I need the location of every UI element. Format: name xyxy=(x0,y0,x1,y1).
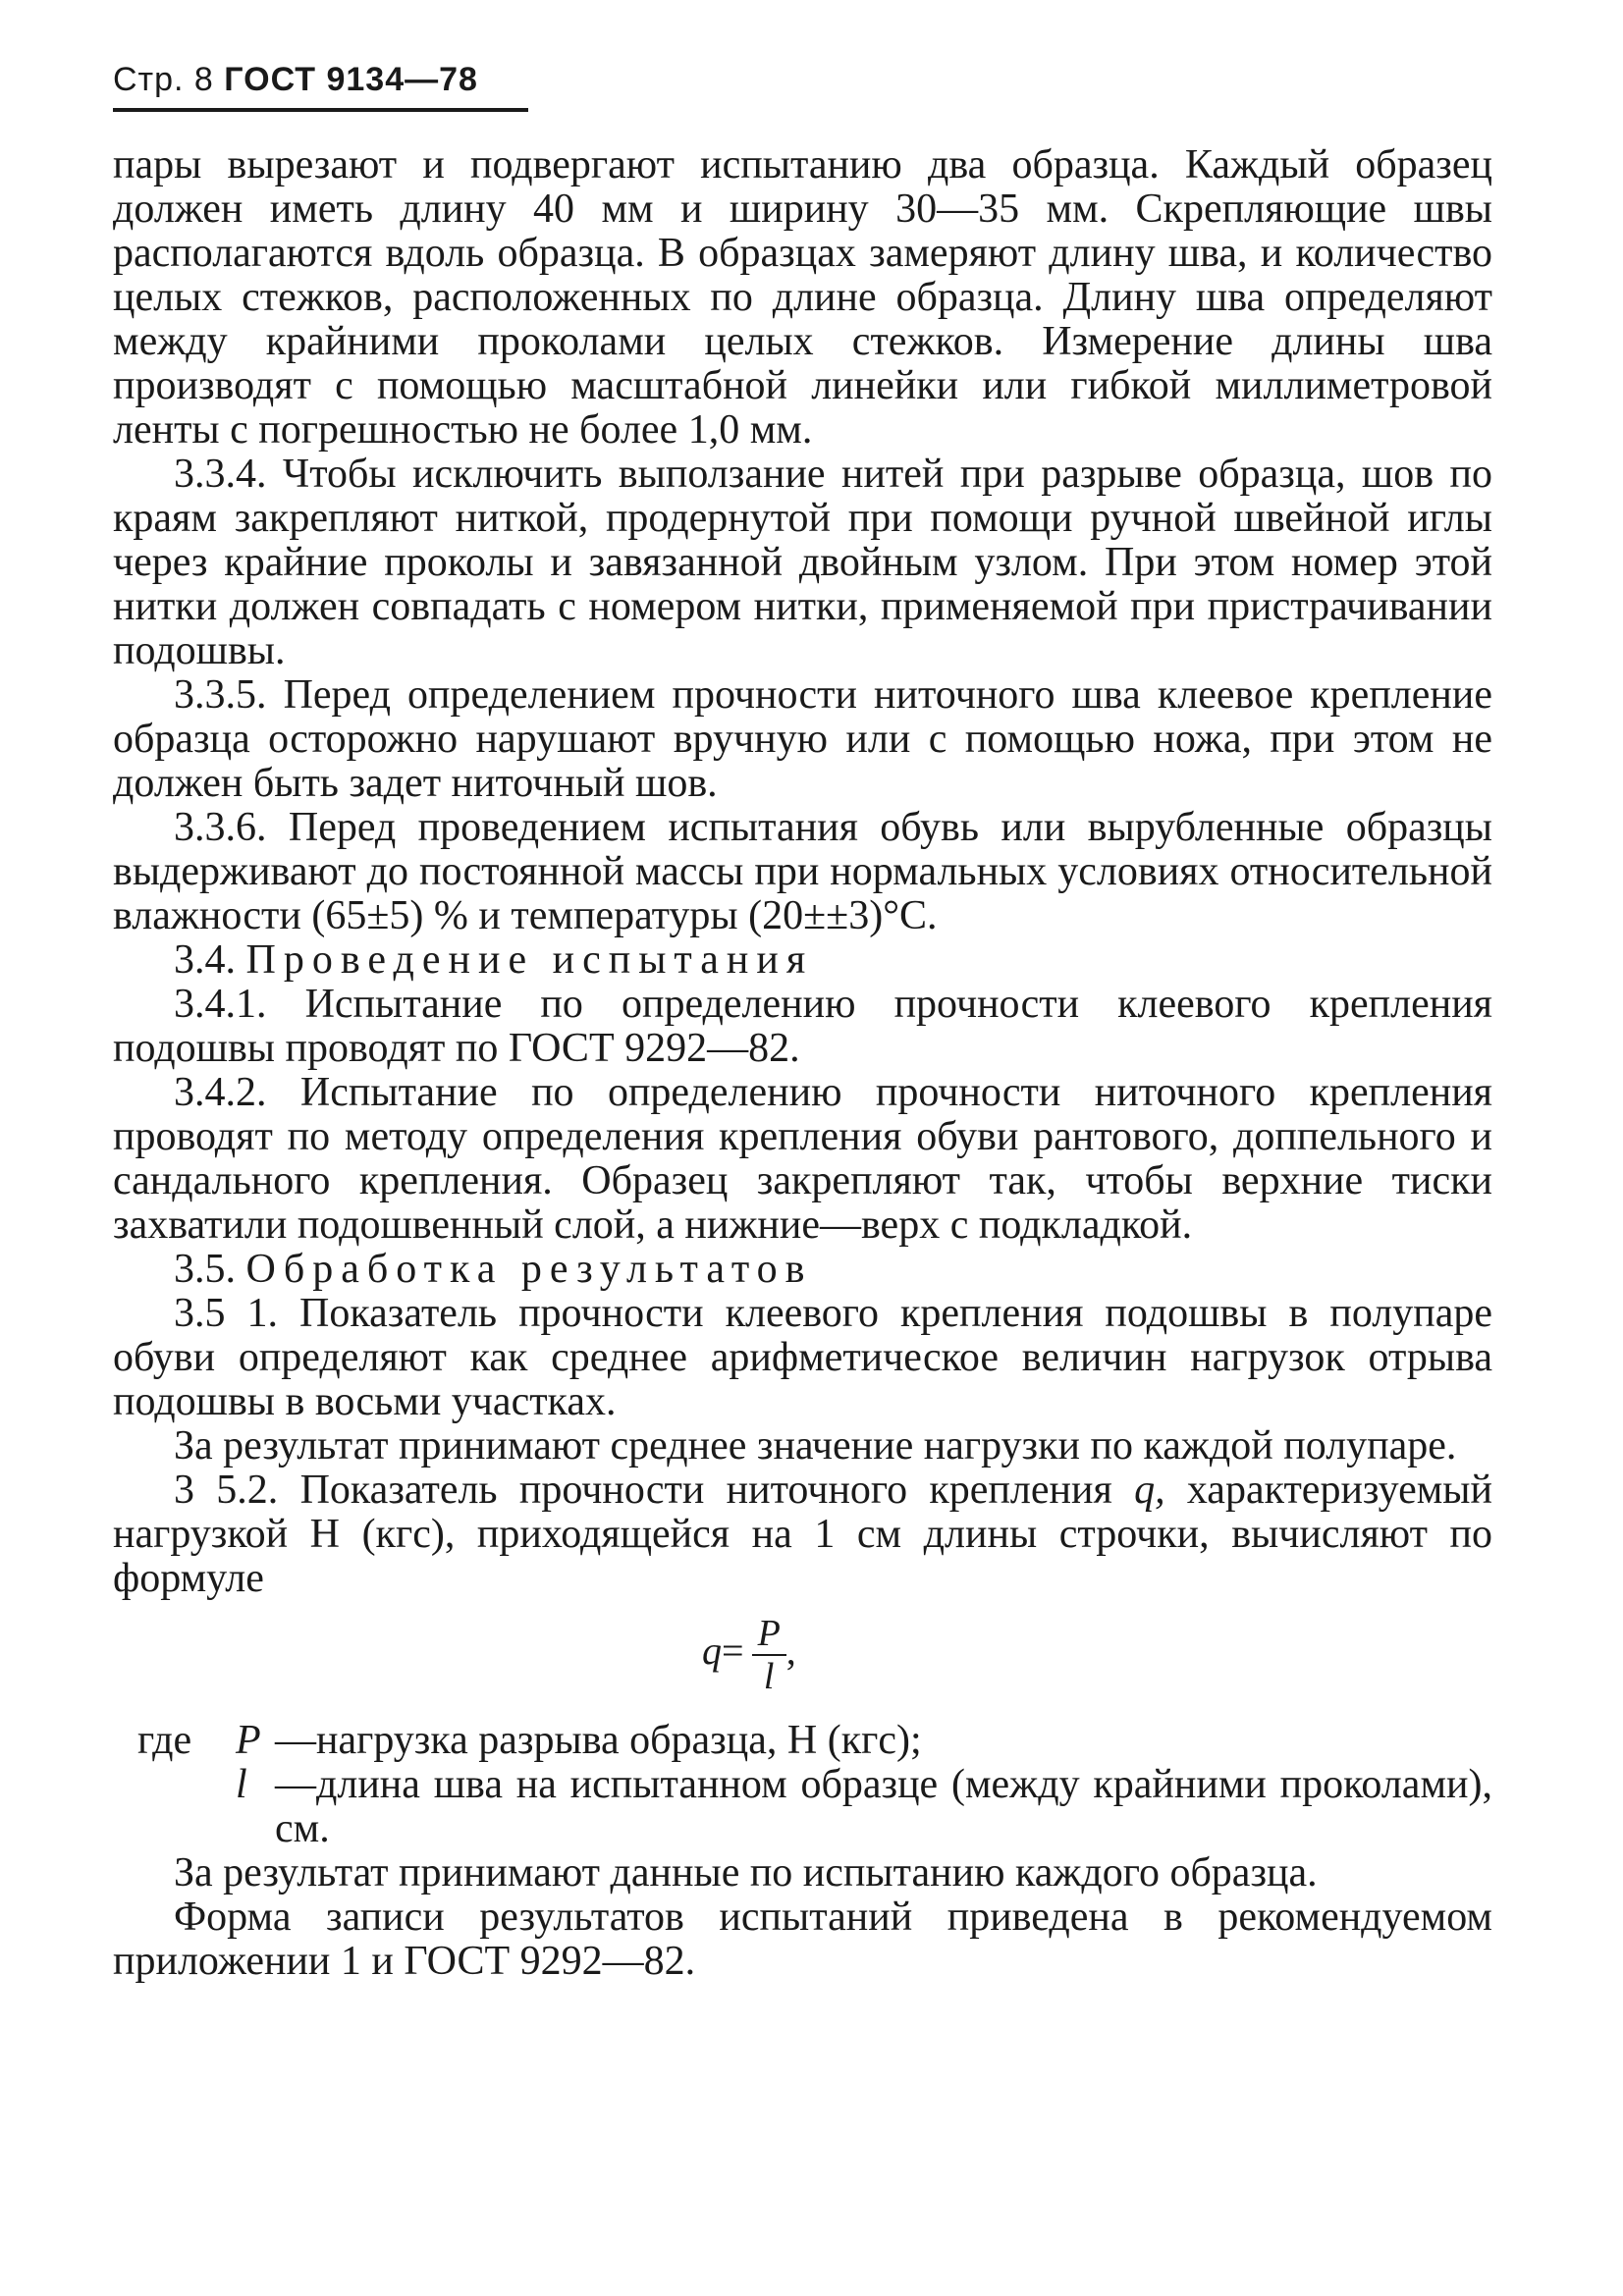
paragraph-result: За результат принимают среднее значение нагрузки по каждой полупаре. xyxy=(174,1423,1457,1468)
formula-numerator: P xyxy=(752,1613,786,1656)
paragraph-3-5-2 xyxy=(113,1468,1492,1601)
where-list xyxy=(113,1719,1492,1851)
where-definition: —нагрузка разрыва образца, Н (кгс); xyxy=(275,1718,922,1763)
formula-block xyxy=(113,1613,1492,1701)
formula-tail: , xyxy=(785,1629,796,1674)
paragraph-3-5-1: 3.5 1. Показатель прочности клеевого крепления подошвы в полупаре обуви определяют как среднее арифметическое величин нагрузок отрыва подошвы в восьми участках. xyxy=(113,1291,1492,1424)
where-symbol: l xyxy=(236,1762,247,1807)
where-spacer xyxy=(113,1763,236,1851)
standard-designation: ГОСТ 9134—78 xyxy=(224,61,478,98)
paragraph-3-3-6: 3.3.6. Перед проведением испытания обувь или вырубленные образцы выдерживают до постоянной массы при нормальных условиях относительной влажности (65±5) % и температуры (20±±3)°С. xyxy=(113,805,1492,938)
formula xyxy=(702,1613,796,1697)
section-heading-3-5 xyxy=(113,1248,1492,1292)
paragraph-3-3-4: 3.3.4. Чтобы исключить выползание нитей при разрыве образца, шов по краям закрепляют ниткой, продернутой при помощи ручной швейной иглы через крайние проколы и завязанной двойным узлом. При этом номер этой нитки должен совпадать с номером нитки, применяемой при пристрачивании подошвы. xyxy=(113,452,1492,673)
formula-fraction xyxy=(752,1613,786,1697)
section-number: 3.4. xyxy=(174,937,236,983)
header-rule xyxy=(113,108,528,112)
section-number: 3.5. xyxy=(174,1247,236,1292)
paragraph-3-4-2: 3.4.2. Испытание по определению прочности ниточного крепления проводят по методу определения крепления обуви рантового, доппельного и сандального крепления. Образец закрепляют так, чтобы верхние тиски захватили подошвенный слой, а нижние—верх с подкладкой. xyxy=(113,1070,1492,1248)
formula-equals: = xyxy=(722,1629,744,1674)
p352-symbol: q, xyxy=(1134,1468,1165,1513)
p352-before: 3 5.2. Показатель прочности ниточного крепления xyxy=(174,1468,1135,1513)
where-definition: —длина шва на испытанном образце (между крайними проколами), см. xyxy=(275,1762,1492,1851)
paragraph-form: Форма записи результатов испытаний приведена в рекомендуемом приложении 1 и ГОСТ 9292—82. xyxy=(113,1895,1492,1984)
page-header xyxy=(113,61,478,99)
paragraph-3-3-5: 3.3.5. Перед определением прочности ниточного шва клеевое крепление образца осторожно нарушают вручную или с помощью ножа, при этом не должен быть задет ниточный шов. xyxy=(113,672,1492,806)
p352-after: характеризуемый нагрузкой Н (кгс), приходящейся на 1 см длины строчки, вычисляют по формуле xyxy=(113,1468,1492,1601)
paragraph-result-each: За результат принимают данные по испытанию каждого образца. xyxy=(174,1850,1318,1896)
where-symbol: P xyxy=(236,1718,261,1763)
formula-lhs: q xyxy=(702,1629,722,1674)
section-heading-3-4 xyxy=(113,938,1492,983)
section-title: Проведение испытания xyxy=(245,937,814,983)
section-title: Обработка результатов xyxy=(245,1247,813,1292)
document-body xyxy=(113,143,1492,1984)
formula-denominator: l xyxy=(763,1656,775,1697)
paragraph-continuation: пары вырезают и подвергают испытанию два образца. Каждый образец должен иметь длину 40 мм и ширину 30—35 мм. Скрепляющие швы располагаются вдоль образца. В образцах замеряют длину шва, и количество целых стежков, расположенных по длине образца. Длину шва определяют между крайними проколами целых стежков. Измерение длины шва производят с помощью масштабной линейки или гибкой миллиметровой ленты с погрешностью не более 1,0 мм. xyxy=(113,142,1492,453)
where-label: где xyxy=(137,1718,192,1763)
page-number-label: Стр. 8 xyxy=(113,61,214,98)
paragraph-3-4-1: 3.4.1. Испытание по определению прочности клеевого крепления подошвы проводят по ГОСТ 9292—82. xyxy=(113,982,1492,1071)
